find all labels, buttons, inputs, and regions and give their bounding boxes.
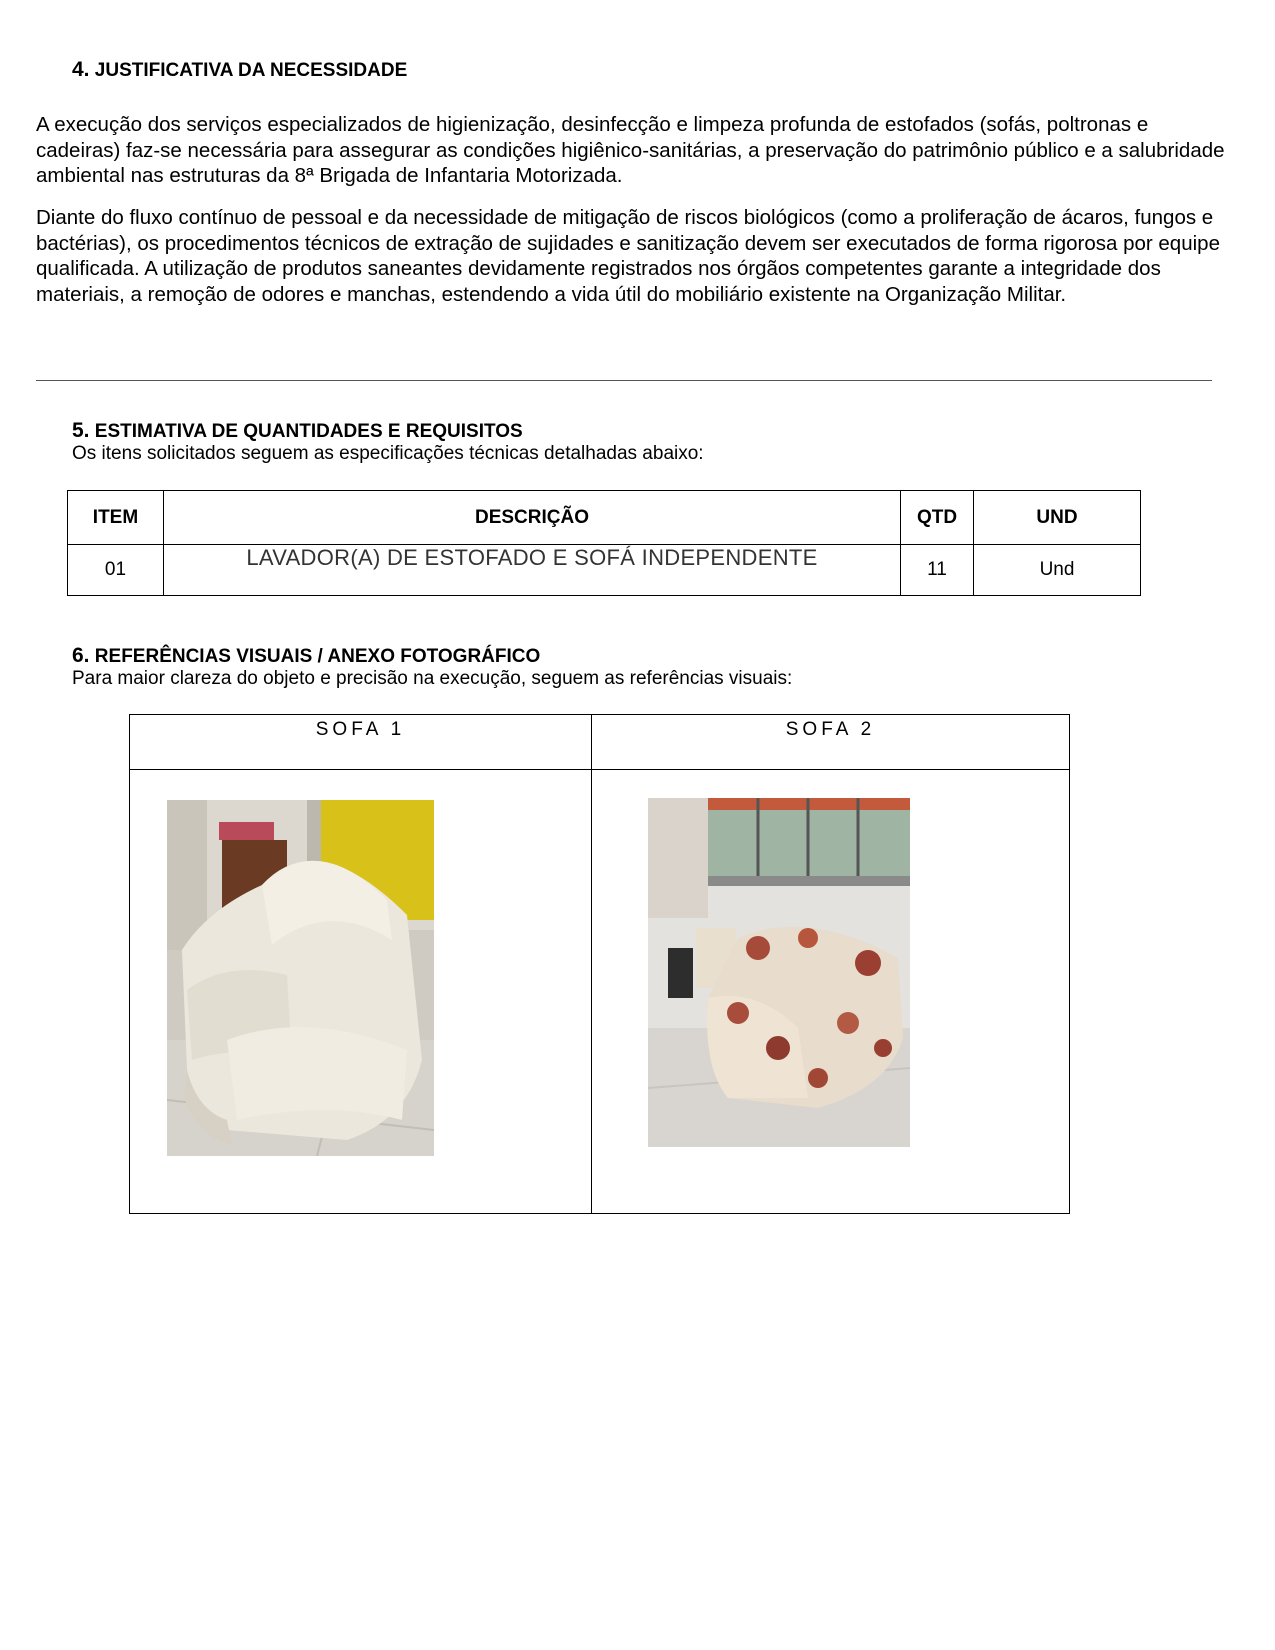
section-6-heading — [72, 644, 540, 668]
section-6-number: 6. — [72, 644, 90, 667]
header-description: DESCRIÇÃO — [164, 491, 901, 545]
ref-label-sofa-2: SOFA 2 — [592, 715, 1070, 770]
section-5-title: ESTIMATIVA DE QUANTIDADES E REQUISITOS — [94, 421, 523, 442]
section-4-heading — [72, 58, 407, 82]
section-divider — [36, 380, 1212, 381]
visual-references-table — [129, 714, 1070, 1214]
header-item: ITEM — [68, 491, 164, 545]
header-unit: UND — [974, 491, 1141, 545]
ref-cell-sofa-1 — [130, 770, 592, 1214]
header-qty: QTD — [901, 491, 974, 545]
sofa-1-photo — [167, 800, 434, 1156]
sofa-2-photo — [648, 798, 910, 1147]
cell-item: 01 — [68, 545, 164, 596]
cell-description: LAVADOR(A) DE ESTOFADO E SOFÁ INDEPENDENTE — [164, 545, 901, 596]
table-row — [68, 545, 1141, 596]
items-table — [67, 490, 1141, 596]
section-6-title: REFERÊNCIAS VISUAIS / ANEXO FOTOGRÁFICO — [94, 646, 541, 667]
section-4-paragraph-1: A execução dos serviços especializados de higienização, desinfecção e limpeza profunda de estofados (sofás, poltronas e cadeiras) faz-se necessária para assegurar as condições higiênico-sanitárias, a preservação do patrimônio público e a salubridade ambiental nas estruturas da 8ª Brigada de Infantaria Motorizada. — [36, 113, 1225, 187]
section-4-paragraph-2: Diante do fluxo contínuo de pessoal e da necessidade de mitigação de riscos biológicos (como a proliferação de ácaros, fungos e bactérias), os procedimentos técnicos de extração de sujidades e sanitização devem ser executados de forma rigorosa por equipe qualificada. A utilização de produtos saneantes devidamente registrados nos órgãos competentes garante a integridade dos materiais, a remoção de odores e manchas, estendendo a vida útil do mobiliário existente na Organização Militar. — [36, 206, 1220, 306]
section-4-number: 4. — [72, 58, 90, 81]
cell-unit: Und — [974, 545, 1141, 596]
section-6-subtitle: Para maior clareza do objeto e precisão na execução, seguem as referências visuais: — [72, 668, 793, 689]
ref-cell-sofa-2 — [592, 770, 1070, 1214]
section-4-title: JUSTIFICATIVA DA NECESSIDADE — [94, 60, 408, 81]
ref-label-sofa-1: SOFA 1 — [130, 715, 592, 770]
cell-qty: 11 — [901, 545, 974, 596]
section-5-subtitle: Os itens solicitados seguem as especificações técnicas detalhadas abaixo: — [72, 443, 704, 464]
items-table-header — [68, 491, 1141, 545]
section-5-number: 5. — [72, 419, 90, 442]
section-5-heading — [72, 419, 523, 443]
